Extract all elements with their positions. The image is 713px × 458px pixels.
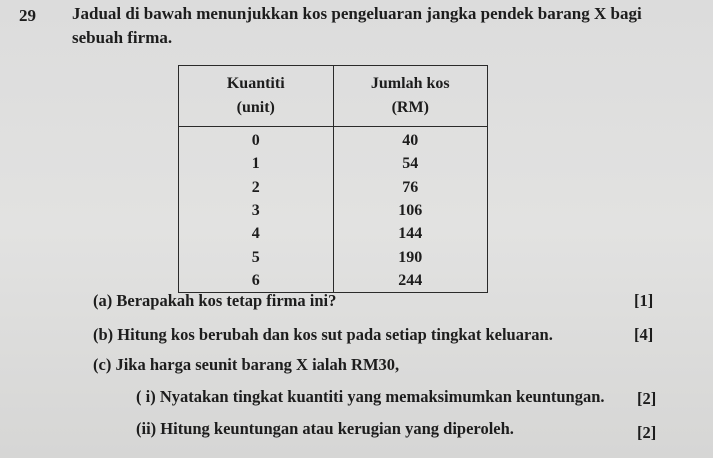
part-a-question: (a) Berapakah kos tetap firma ini? — [93, 291, 337, 310]
table-row — [179, 176, 488, 199]
table-row — [179, 269, 488, 293]
question-intro-line-2: sebuah firma. — [72, 28, 173, 47]
quantity-cell: 3 — [179, 199, 334, 222]
header-total-cost — [333, 66, 488, 127]
total-cost-cell: 40 — [333, 127, 488, 153]
table-header-row — [179, 66, 488, 127]
total-cost-cell: 244 — [333, 269, 488, 293]
header-total-cost-title: Jumlah kos — [370, 75, 450, 92]
quantity-cell: 5 — [179, 245, 334, 268]
total-cost-cell: 76 — [333, 176, 488, 199]
table-row — [179, 245, 488, 268]
total-cost-cell: 144 — [333, 222, 488, 245]
header-total-cost-unit: (RM) — [391, 99, 429, 116]
quantity-cell: 4 — [179, 222, 334, 245]
quantity-cell: 0 — [179, 127, 334, 153]
table-row — [179, 222, 488, 245]
part-a-marks: [1] — [634, 291, 654, 310]
total-cost-cell: 54 — [333, 152, 488, 175]
cost-table — [178, 65, 488, 293]
part-b-question: (b) Hitung kos berubah dan kos sut pada setiap tingkat keluaran. — [93, 325, 553, 344]
header-quantity — [179, 66, 334, 127]
question-intro-line-1: Jadual di bawah menunjukkan kos pengeluaran jangka pendek barang X bagi — [72, 4, 642, 23]
question-number: 29 — [19, 6, 36, 25]
part-c-ii-question: (ii) Hitung keuntungan atau kerugian yang diperoleh. — [136, 419, 514, 438]
quantity-cell: 2 — [179, 176, 334, 199]
part-c-question: (c) Jika harga seunit barang X ialah RM30, — [93, 355, 400, 374]
quantity-cell: 1 — [179, 152, 334, 175]
quantity-cell: 6 — [179, 269, 334, 293]
header-quantity-unit: (unit) — [236, 99, 275, 116]
total-cost-cell: 106 — [333, 199, 488, 222]
table-row — [179, 199, 488, 222]
header-quantity-title: Kuantiti — [226, 75, 285, 92]
part-c-i-marks: [2] — [637, 389, 657, 408]
part-b-marks: [4] — [634, 325, 654, 344]
part-c-i-question: ( i) Nyatakan tingkat kuantiti yang memaksimumkan keuntungan. — [136, 387, 605, 406]
table-row — [179, 152, 488, 175]
part-c-ii-marks: [2] — [637, 423, 657, 442]
total-cost-cell: 190 — [333, 245, 488, 268]
table-row — [179, 127, 488, 153]
